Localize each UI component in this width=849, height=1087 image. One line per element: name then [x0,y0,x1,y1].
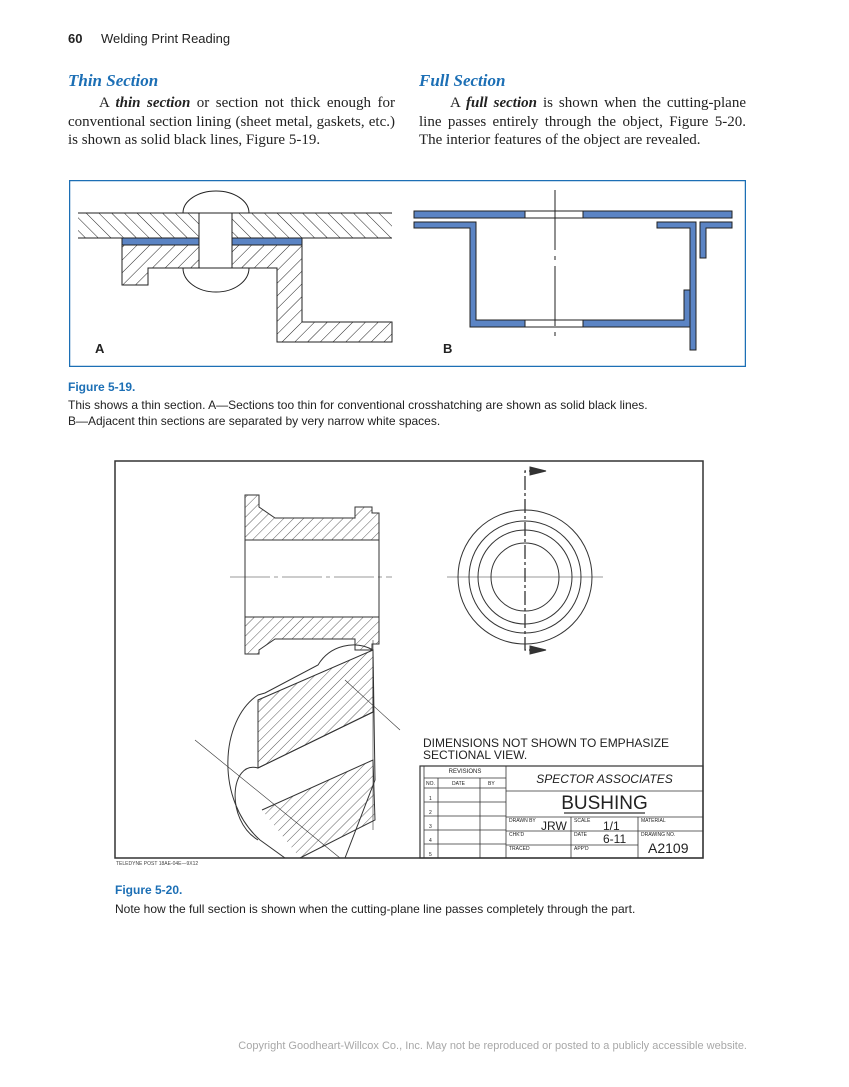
drawn-by-label: DRAWN BY [509,818,536,824]
paragraph-full-section [419,94,746,150]
figure-border [70,181,746,367]
drawing-no-label: DRAWING NO. [641,832,676,838]
text: is shown when the cutting-plane line passes entirely through the object, Figure 5-20. The interior features of the object are revealed. [419,95,746,148]
drawing-note [423,737,669,761]
revisions-label: REVISIONS [448,769,482,775]
drawing-no: A2109 [648,840,689,856]
figure-5-20-caption: Note how the full section is shown when the cutting-plane line passes completely through the part. [115,902,636,916]
appd-label: APP'D [574,846,589,852]
rev-no: 4 [429,838,432,844]
company-name: SPECTOR ASSOCIATES [536,772,673,786]
label-b: B [443,341,453,356]
figure-5-19-drawing [69,180,746,367]
term: full section [465,95,537,111]
chkd-label: CHK'D [509,832,525,838]
note-line: DIMENSIONS NOT SHOWN TO EMPHASIZE [423,736,670,750]
figure-5-19-caption-1: This shows a thin section. A—Sections too thin for conventional crosshatching are shown as solid black lines. [68,398,648,412]
note-line: SECTIONAL VIEW. [423,748,528,762]
figure-5-20-title: Figure 5-20. [115,883,183,897]
text: A [450,95,466,111]
part-b [414,190,732,350]
copyright-footer: Copyright Goodheart-Willcox Co., Inc. May not be reproduced or posted to a publicly accessible website. [238,1040,747,1052]
rev-no: 3 [429,824,432,830]
text: or section not thick enough for conventional section lining (sheet metal, gaskets, etc.) is shown as solid black lines, Figure 5-19. [68,95,395,148]
label-a: A [95,341,105,356]
material-label: MATERIAL [641,818,666,824]
paragraph-thin-section [68,94,395,150]
by-label: BY [488,781,495,787]
rev-no: 5 [429,852,432,858]
no-label: NO. [426,781,435,787]
part-a [78,191,392,342]
term: thin section [115,95,191,111]
running-header: Welding Print Reading [101,31,231,46]
scale-value: 1/1 [603,819,620,833]
rev-no: 2 [429,810,432,816]
paper-mark: TELEDYNE POST 18AE-04E—9X12 [116,861,199,867]
rev-no: 1 [429,796,432,802]
traced-label: TRACED [509,846,530,852]
scale-label: SCALE [574,818,591,824]
heading-full-section: Full Section [419,71,506,90]
part-name: BUSHING [561,793,648,814]
date-value: 6-11 [603,832,627,846]
date-label: DATE [574,832,587,838]
drawn-by: JRW [541,819,567,833]
date-col-label: DATE [452,781,465,787]
figure-5-19-caption-2: B—Adjacent thin sections are separated by very narrow white spaces. [68,414,441,428]
revision-numbers [429,792,432,862]
heading-thin-section: Thin Section [68,71,159,90]
page-number: 60 [68,31,83,46]
text: A [99,95,116,111]
figure-5-19-title: Figure 5-19. [68,380,136,394]
